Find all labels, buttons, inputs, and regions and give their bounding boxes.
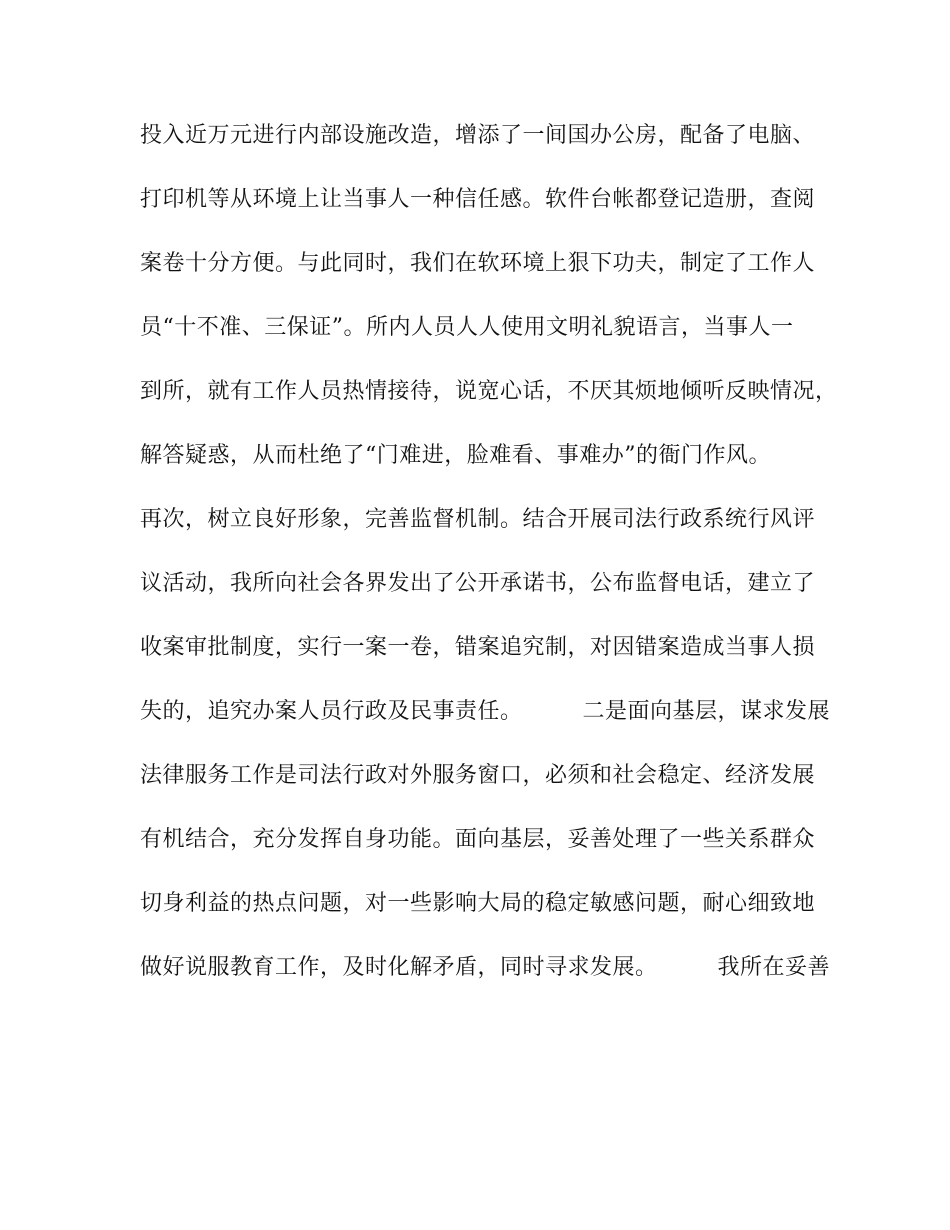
body-text [140,123,838,1020]
text-line: 有机结合，充分发挥自身功能。面向基层，妥善处理了一些关系群众 [140,827,816,852]
text-line: 做好说服教育工作，及时化解矛盾，同时寻求发展。 我所在妥善 [140,955,830,980]
text-line: 议活动，我所向社会各界发出了公开承诺书，公布监督电话，建立了 [140,571,816,596]
text-line: 切身利益的热点问题，对一些影响大局的稳定敏感问题，耐心细致地 [140,891,816,916]
text-line: 法律服务工作是司法行政对外服务窗口，必须和社会稳定、经济发展 [140,763,816,788]
text-line: 员“十不准、三保证”。所内人员人人使用文明礼貌语言，当事人一 [140,315,794,340]
text-line: 投入近万元进行内部设施改造，增添了一间国办公房，配备了电脑、 [140,123,816,148]
text-line: 打印机等从环境上让当事人一种信任感。软件台帐都登记造册，查阅 [140,187,816,212]
text-line: 案卷十分方便。与此同时，我们在软环境上狠下功夫，制定了工作人 [140,251,816,276]
text-line: 收案审批制度，实行一案一卷，错案追究制，对因错案造成当事人损 [140,635,816,660]
text-line: 失的，追究办案人员行政及民事责任。 二是面向基层，谋求发展 [140,699,830,724]
text-line: 再次，树立良好形象，完善监督机制。结合开展司法行政系统行风评 [140,507,816,532]
text-line: 到所，就有工作人员热情接待，说宽心话，不厌其烦地倾听反映情况， [140,379,838,404]
text-line: 解答疑惑，从而杜绝了“门难进，脸难看、事难办”的衙门作风。 [140,443,771,468]
